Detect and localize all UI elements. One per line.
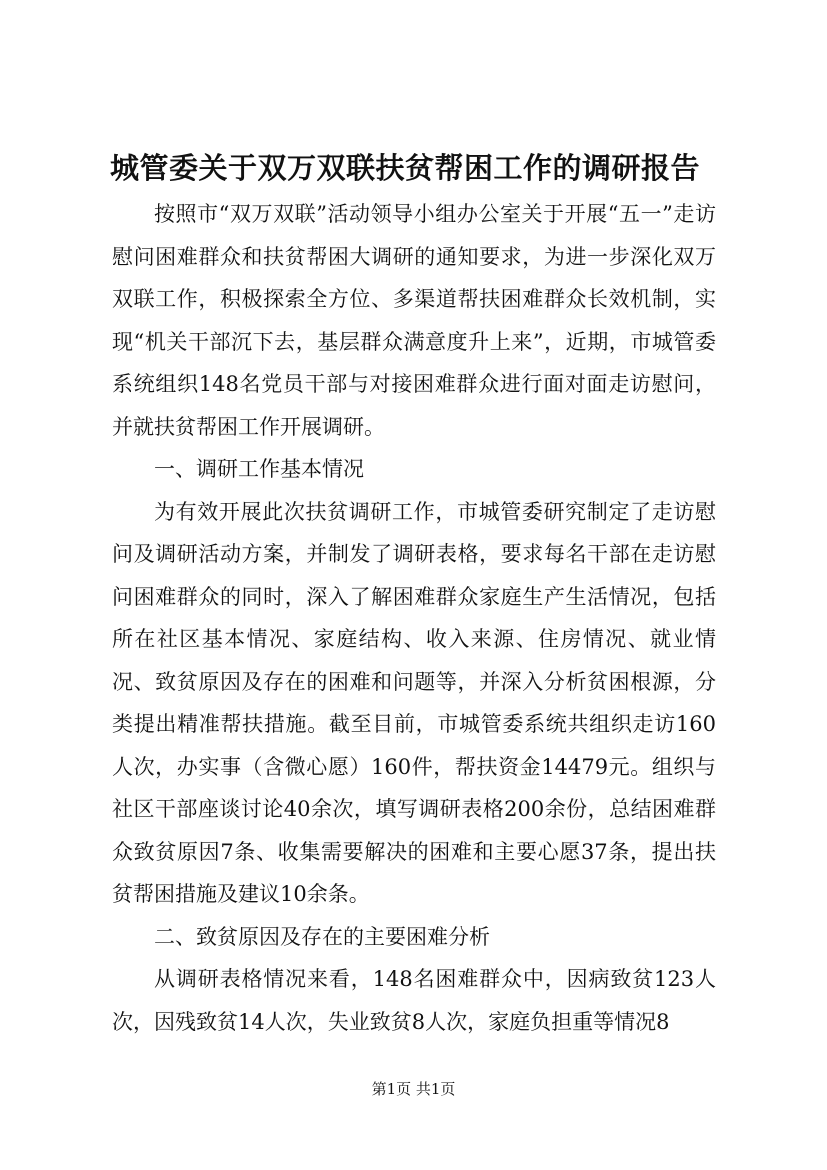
document-title: 城管委关于双万双联扶贫帮困工作的调研报告 <box>110 151 701 185</box>
paragraph-section-2: 从调研表格情况来看，148名困难群众中，因病致贫123人次，因残致贫14人次，失业致贫8人次，家庭负担重等情况8 <box>112 967 716 1034</box>
document-body <box>112 193 716 1043</box>
section-heading-2: 二、致贫原因及存在的主要困难分析 <box>154 924 490 949</box>
paragraph-intro: 按照市“双万双联”活动领导小组办公室关于开展“五一”走访慰问困难群众和扶贫帮困大调研的通知要求，为进一步深化双万双联工作，积极探索全方位、多渠道帮扶困难群众长效机制，实现“机关干部沉下去，基层群众满意度升上来”，近期，市城管委系统组织148名党员干部与对接困难群众进行面对面走访慰问，并就扶贫帮困工作开展调研。 <box>112 202 716 439</box>
page-footer: 第1页 共1页 <box>371 1080 456 1098</box>
section-heading-1: 一、调研工作基本情况 <box>154 457 364 481</box>
paragraph-section-1: 为有效开展此次扶贫调研工作，市城管委研究制定了走访慰问及调研活动方案，并制发了调研表格，要求每名干部在走访慰问困难群众的同时，深入了解困难群众家庭生产生活情况，包括所在社区基本情况、家庭结构、收入来源、住房情况、就业情况、致贫原因及存在的困难和问题等，并深入分析贫困根源，分类提出精准帮扶措施。截至目前，市城管委系统共组织走访160人次，办实事（含微心愿）160件，帮扶资金14479元。组织与社区干部座谈讨论40余次，填写调研表格200余份，总结困难群众致贫原因7条、收集需要解决的困难和主要心愿37条，提出扶贫帮困措施及建议10余条。 <box>112 499 716 906</box>
